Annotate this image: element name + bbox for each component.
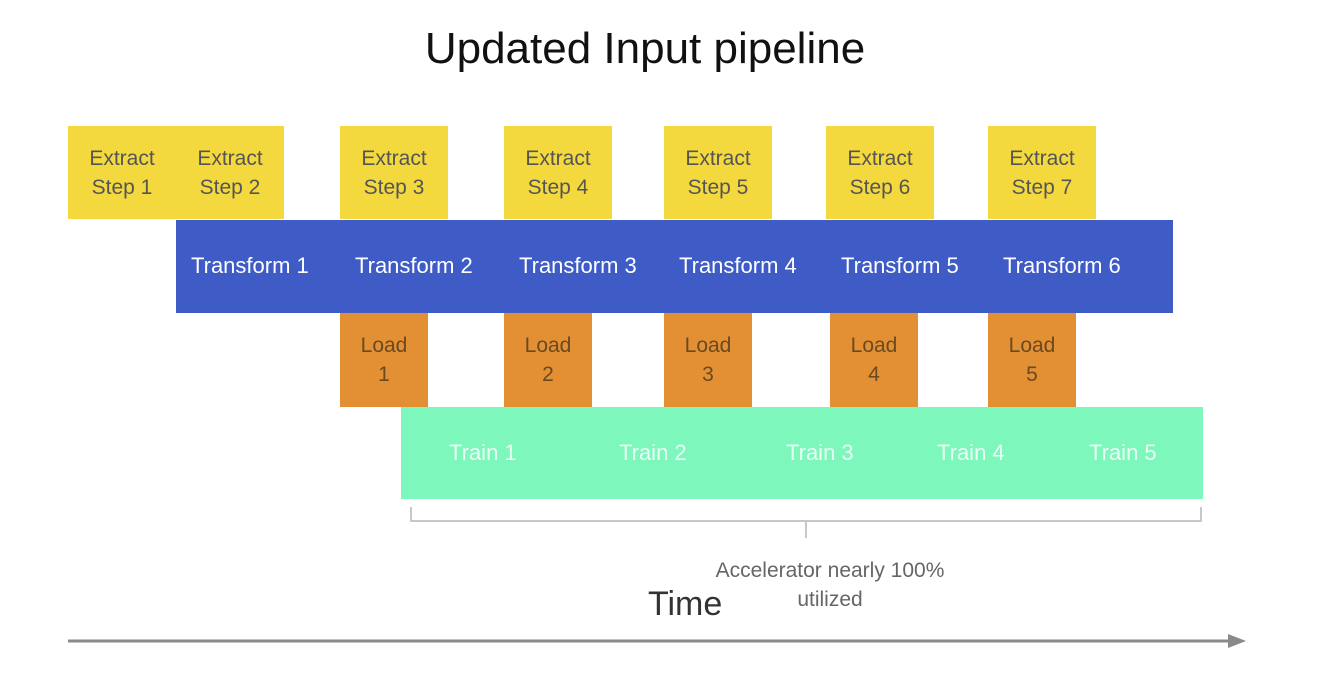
load-4-line2: 4 <box>868 363 880 386</box>
extract-step-1-line2: Step 1 <box>91 175 153 199</box>
extract-step-7-line1: Extract <box>1009 146 1075 170</box>
extract-step-7-line2: Step 7 <box>1011 175 1073 199</box>
extract-step-1-line1: Extract <box>89 146 155 170</box>
extract-step-3-line1: Extract <box>361 146 427 170</box>
extract-step-4-line1: Extract <box>525 146 591 170</box>
train-label-3: Train 3 <box>786 440 854 465</box>
extract-step-4-line2: Step 4 <box>527 175 589 199</box>
train-label-2: Train 2 <box>619 440 687 465</box>
utilization-annotation <box>690 556 970 614</box>
time-axis-label: Time <box>648 585 723 623</box>
extract-step-3-line2: Step 3 <box>363 175 425 199</box>
train-label-1: Train 1 <box>449 440 517 465</box>
transform-label-6: Transform 6 <box>1003 253 1121 278</box>
annotation-line2: utilized <box>797 588 863 611</box>
train-label-5: Train 5 <box>1089 440 1157 465</box>
transform-label-5: Transform 5 <box>841 253 959 278</box>
extract-step-5-line2: Step 5 <box>687 175 749 199</box>
load-2-line1: Load <box>524 334 572 357</box>
transform-label-1: Transform 1 <box>191 253 309 278</box>
load-3-line1: Load <box>684 334 732 357</box>
page-title: Updated Input pipeline <box>424 24 866 73</box>
load-2-line2: 2 <box>542 363 554 386</box>
time-arrow-head-icon <box>1228 634 1246 648</box>
transform-label-3: Transform 3 <box>519 253 637 278</box>
load-5-line2: 5 <box>1026 363 1038 386</box>
load-3-line2: 3 <box>702 363 714 386</box>
transform-label-4: Transform 4 <box>679 253 797 278</box>
extract-step-2-line1: Extract <box>197 146 263 170</box>
extract-step-6-line2: Step 6 <box>849 175 911 199</box>
utilization-bracket <box>411 507 1201 538</box>
load-1-line2: 1 <box>378 363 390 386</box>
load-1-line1: Load <box>360 334 408 357</box>
extract-step-2-line2: Step 2 <box>199 175 261 199</box>
extract-step-5-line1: Extract <box>685 146 751 170</box>
load-4-line1: Load <box>850 334 898 357</box>
annotation-line1: Accelerator nearly 100% <box>715 559 945 582</box>
extract-step-6-line1: Extract <box>847 146 913 170</box>
load-5-line1: Load <box>1008 334 1056 357</box>
transform-label-2: Transform 2 <box>355 253 473 278</box>
train-label-4: Train 4 <box>937 440 1005 465</box>
